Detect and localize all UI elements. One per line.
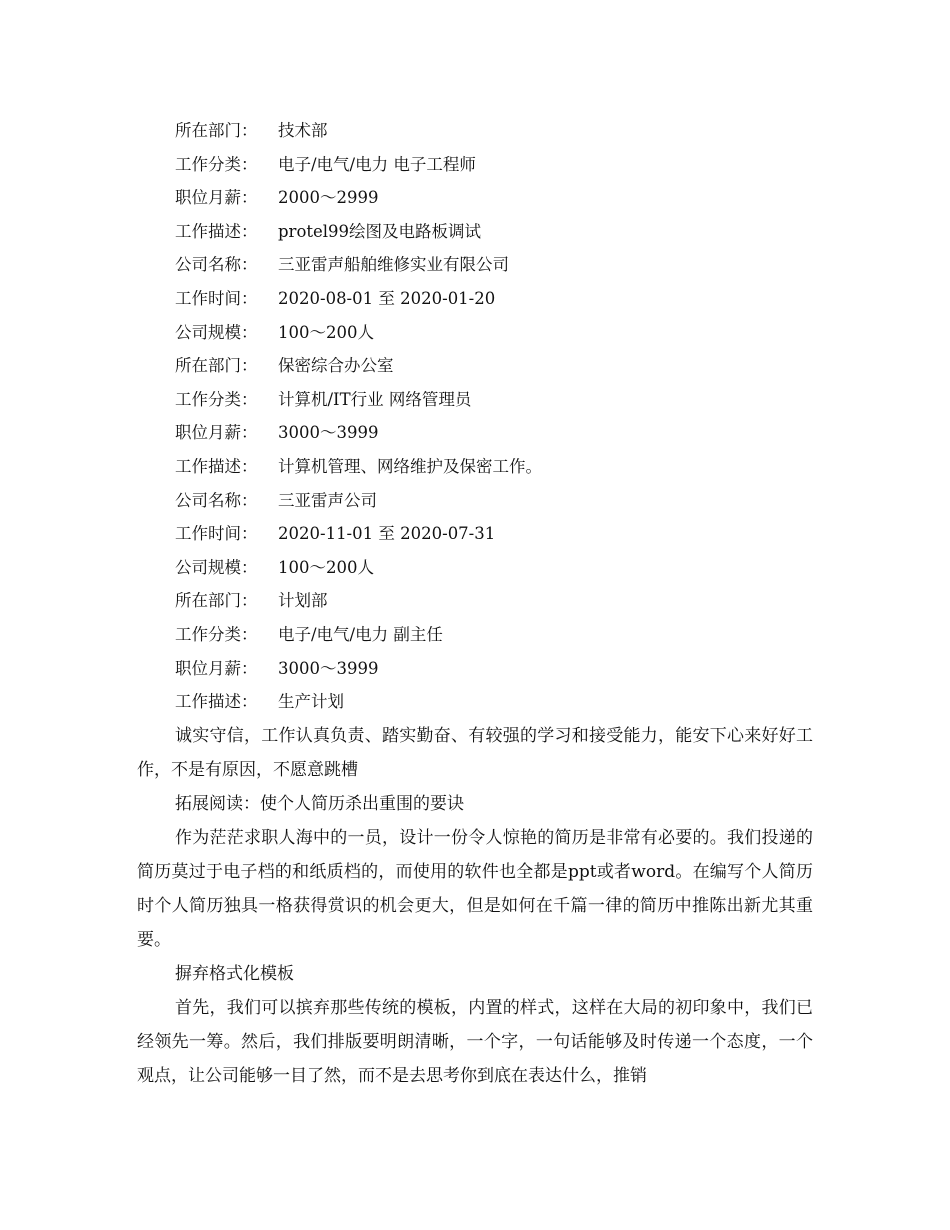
field-row xyxy=(137,215,813,249)
field-label: 工作时间： xyxy=(175,288,258,308)
field-row xyxy=(137,282,813,316)
field-value: 技术部 xyxy=(278,121,328,140)
field-row xyxy=(137,316,813,350)
field-label: 工作描述： xyxy=(175,221,258,241)
field-row xyxy=(137,416,813,450)
section-heading: 摒弃格式化模板 xyxy=(175,963,294,984)
field-row xyxy=(137,349,813,383)
field-value: 三亚雷声公司 xyxy=(278,490,377,510)
field-value: 计划部 xyxy=(278,591,328,611)
document-body xyxy=(137,114,813,1093)
field-value: 3000～3999 xyxy=(278,423,379,443)
field-label: 工作描述： xyxy=(175,692,258,712)
field-label: 所在部门： xyxy=(175,121,258,140)
field-row xyxy=(137,181,813,215)
field-label: 工作分类： xyxy=(175,389,258,409)
field-value: 2020-08-01 至 2020-01-20 xyxy=(278,288,496,308)
field-label: 公司名称： xyxy=(175,255,258,275)
field-row xyxy=(137,484,813,518)
field-value: 计算机管理、网络维护及保密工作。 xyxy=(278,456,542,476)
field-row xyxy=(137,685,813,719)
field-label: 职位月薪： xyxy=(175,423,258,443)
field-value: 100～200人 xyxy=(278,322,374,342)
intro-paragraph: 作为茫茫求职人海中的一员，设计一份令人惊艳的简历是非常有必要的。我们投递的简历莫过于电子档的和纸质档的，而使用的软件也全都是ppt或者word。在编写个人简历时个人简历独具一格获得赏识的机会更大，但是如何在千篇一律的简历中推陈出新尤其重要。 xyxy=(137,827,813,950)
field-label: 所在部门： xyxy=(175,356,258,376)
field-value: 生产计划 xyxy=(278,692,344,712)
field-label: 职位月薪： xyxy=(175,658,258,678)
self-evaluation-paragraph: 诚实守信，工作认真负责、踏实勤奋、有较强的学习和接受能力，能安下心来好好工作，不是有原因，不愿意跳槽 xyxy=(137,725,813,780)
field-value: 电子/电气/电力 副主任 xyxy=(278,624,443,644)
field-label: 公司名称： xyxy=(175,490,258,510)
field-value: 100～200人 xyxy=(278,557,374,577)
field-row xyxy=(137,584,813,618)
field-row xyxy=(137,618,813,652)
field-row xyxy=(137,652,813,686)
body-paragraph: 首先，我们可以摈弃那些传统的模板，内置的样式，这样在大局的初印象中，我们已经领先一筹。然后，我们排版要明朗清晰，一个字，一句话能够及时传递一个态度，一个观点，让公司能够一目了然，而不是去思考你到底在表达什么，推销 xyxy=(137,997,813,1086)
field-value: 3000～3999 xyxy=(278,658,379,678)
field-row xyxy=(137,383,813,417)
field-row xyxy=(137,551,813,585)
field-value: 保密综合办公室 xyxy=(278,356,394,376)
field-label: 工作分类： xyxy=(175,154,258,174)
field-value: 2000～2999 xyxy=(278,188,379,208)
field-row xyxy=(137,450,813,484)
field-row xyxy=(137,148,813,182)
field-label: 工作分类： xyxy=(175,624,258,644)
field-label: 公司规模： xyxy=(175,557,258,577)
field-row xyxy=(137,517,813,551)
field-label: 工作时间： xyxy=(175,524,258,544)
field-label: 工作描述： xyxy=(175,456,258,476)
field-label: 公司规模： xyxy=(175,322,258,342)
field-value: 2020-11-01 至 2020-07-31 xyxy=(278,524,496,544)
field-label: 所在部门： xyxy=(175,591,258,611)
field-value: 电子/电气/电力 电子工程师 xyxy=(278,154,476,174)
extended-reading-heading: 拓展阅读：使个人简历杀出重围的要诀 xyxy=(175,793,464,814)
field-row xyxy=(137,248,813,282)
field-value: 计算机/IT行业 网络管理员 xyxy=(278,389,472,409)
field-value: 三亚雷声船舶维修实业有限公司 xyxy=(278,255,509,275)
field-value: protel99绘图及电路板调试 xyxy=(278,221,482,241)
field-row xyxy=(137,114,813,148)
field-label: 职位月薪： xyxy=(175,188,258,208)
